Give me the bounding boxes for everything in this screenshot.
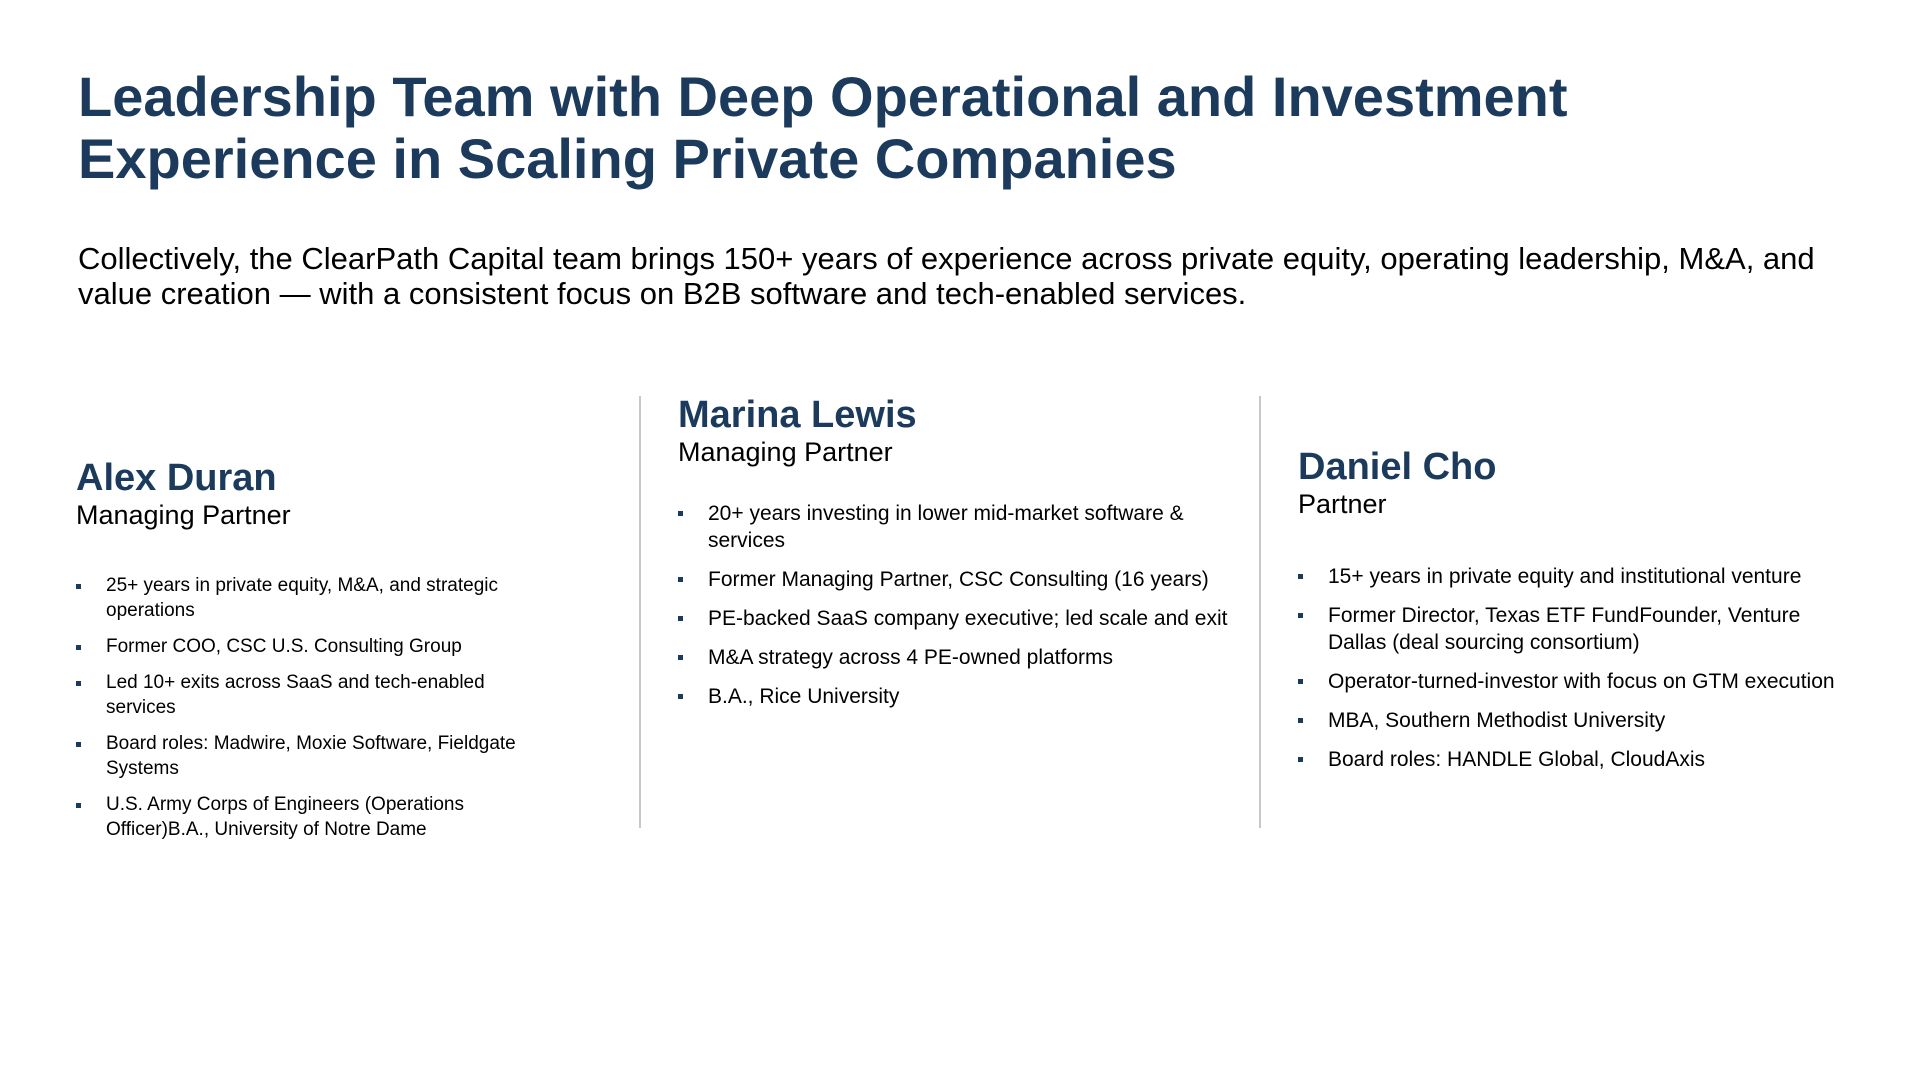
- bullet-item: Former Managing Partner, CSC Consulting (16 years): [678, 566, 1248, 593]
- member-bullets: [76, 573, 546, 842]
- member-role: Managing Partner: [76, 500, 291, 530]
- slide-subtitle: Collectively, the ClearPath Capital team brings 150+ years of experience across private equity, operating leadership, M&A, and value creation — with a consistent focus on B2B software and tech-enabled services.: [78, 241, 1815, 311]
- bullet-item: 15+ years in private equity and institutional venture: [1298, 563, 1858, 590]
- bullet-item: MBA, Southern Methodist University: [1298, 707, 1858, 734]
- bullet-item: B.A., Rice University: [678, 683, 1248, 710]
- member-bullets: [678, 500, 1248, 710]
- team-member-marina-lewis: [678, 394, 1248, 722]
- column-divider-2: [1259, 396, 1261, 828]
- bullet-item: Led 10+ exits across SaaS and tech-enabled services: [76, 670, 546, 720]
- bullet-item: Board roles: Madwire, Moxie Software, Fieldgate Systems: [76, 731, 546, 781]
- bullet-item: Former Director, Texas ETF FundFounder, Venture Dallas (deal sourcing consortium): [1298, 602, 1858, 656]
- bullet-item: 25+ years in private equity, M&A, and strategic operations: [76, 573, 546, 623]
- team-member-daniel-cho: [1298, 446, 1858, 785]
- member-name: Alex Duran: [76, 457, 277, 499]
- member-bullets: [1298, 563, 1858, 773]
- bullet-item: U.S. Army Corps of Engineers (Operations Officer)B.A., University of Notre Dame: [76, 792, 546, 842]
- bullet-item: 20+ years investing in lower mid-market software & services: [678, 500, 1248, 554]
- column-divider-1: [639, 396, 641, 828]
- member-role: Partner: [1298, 489, 1387, 519]
- member-name: Daniel Cho: [1298, 446, 1497, 488]
- bullet-item: Operator-turned-investor with focus on GTM execution: [1298, 668, 1858, 695]
- team-member-alex-duran: [76, 457, 546, 853]
- slide-title: Leadership Team with Deep Operational and Investment Experience in Scaling Private Companies: [78, 65, 1568, 190]
- member-role: Managing Partner: [678, 437, 893, 467]
- bullet-item: M&A strategy across 4 PE-owned platforms: [678, 644, 1248, 671]
- bullet-item: Board roles: HANDLE Global, CloudAxis: [1298, 746, 1858, 773]
- bullet-item: Former COO, CSC U.S. Consulting Group: [76, 634, 546, 659]
- member-name: Marina Lewis: [678, 394, 917, 436]
- bullet-item: PE-backed SaaS company executive; led scale and exit: [678, 605, 1248, 632]
